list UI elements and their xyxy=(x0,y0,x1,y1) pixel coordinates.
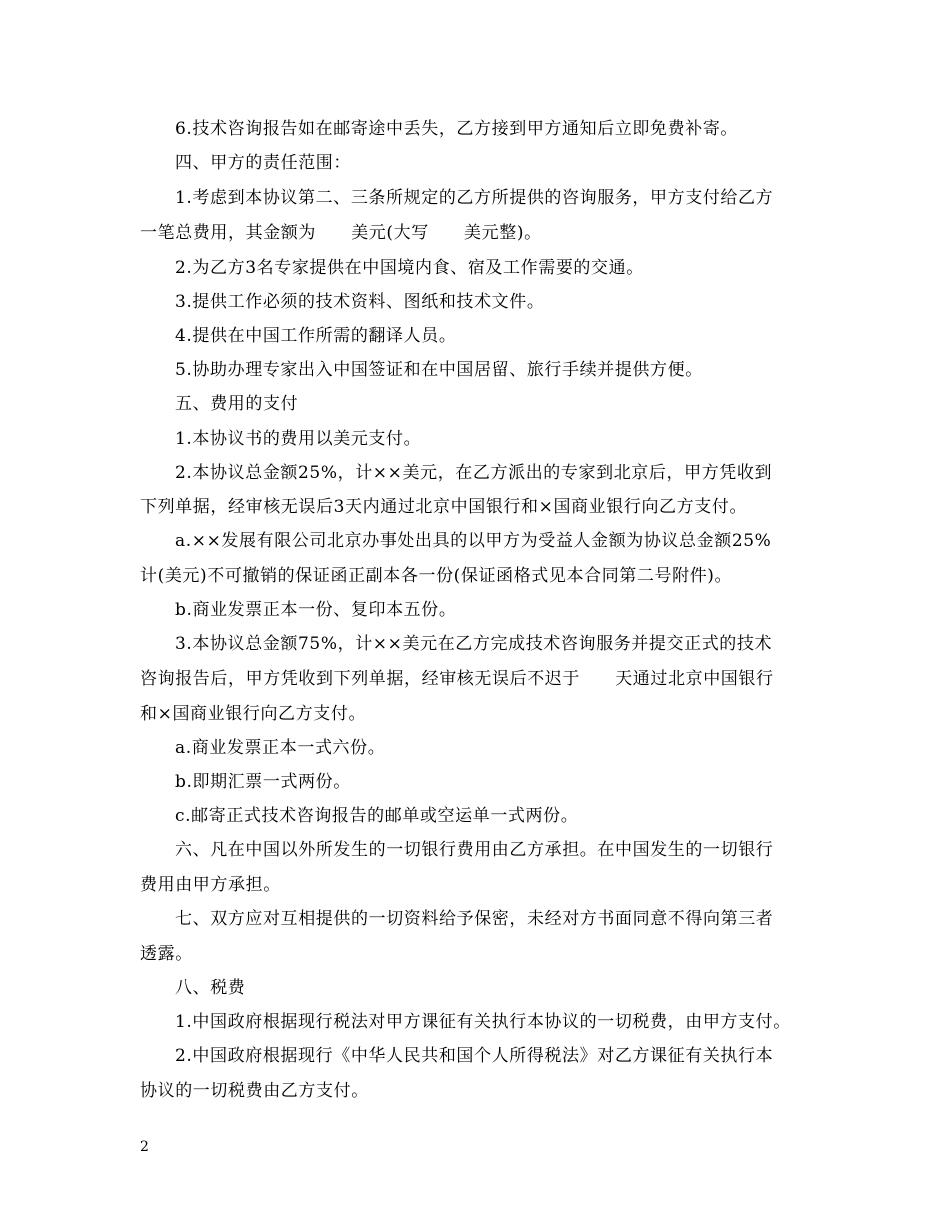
paragraph-line: 6.技术咨询报告如在邮寄途中丢失，乙方接到甲方通知后立即免费补寄。 xyxy=(175,119,739,139)
section-heading: 五、费用的支付 xyxy=(175,394,299,414)
paragraph-line: 2.为乙方3名专家提供在中国境内食、宿及工作需要的交通。 xyxy=(175,258,644,278)
paragraph-line: 透露。 xyxy=(140,944,193,964)
paragraph-line: 和×国商业银行向乙方支付。 xyxy=(140,704,367,724)
paragraph-line: a.商业发票正本一式六份。 xyxy=(175,738,386,758)
paragraph-line: b.即期汇票一式两份。 xyxy=(175,772,351,792)
paragraph-line: 2.中国政府根据现行《中华人民共和国个人所得税法》对乙方课征有关执行本 xyxy=(175,1046,774,1066)
paragraph-line: a.××发展有限公司北京办事处出具的以甲方为受益人金额为协议总金额25% xyxy=(175,531,772,551)
paragraph-line: c.邮寄正式技术咨询报告的邮单或空运单一式两份。 xyxy=(175,806,579,826)
section-heading: 六、凡在中国以外所发生的一切银行费用由乙方承担。在中国发生的一切银行 xyxy=(175,840,774,860)
paragraph-line: 计(美元)不可撤销的保证函正副本各一份(保证函格式见本合同第二号附件)。 xyxy=(140,566,733,586)
page-number: 2 xyxy=(140,1139,149,1155)
paragraph-line: 5.协助办理专家出入中国签证和在中国居留、旅行手续并提供方便。 xyxy=(175,360,703,380)
paragraph-line: 4.提供在中国工作所需的翻译人员。 xyxy=(175,326,457,346)
paragraph-line: 协议的一切税费由乙方支付。 xyxy=(140,1081,369,1101)
paragraph-line: 1.考虑到本协议第二、三条所规定的乙方所提供的咨询服务，甲方支付给乙方 xyxy=(175,188,774,208)
paragraph-line: 3.本协议总金额75%，计××美元在乙方完成技术咨询服务并提交正式的技术 xyxy=(175,634,773,654)
paragraph-line: 下列单据，经审核无误后3天内通过北京中国银行和×国商业银行向乙方支付。 xyxy=(140,497,748,517)
paragraph-line: 费用由甲方承担。 xyxy=(140,875,281,895)
section-heading: 七、双方应对互相提供的一切资料给予保密，未经对方书面同意不得向第三者 xyxy=(175,909,774,929)
paragraph-line: 咨询报告后，甲方凭收到下列单据，经审核无误后不迟于 天通过北京中国银行 xyxy=(140,669,774,689)
section-heading: 八、税费 xyxy=(175,978,246,998)
paragraph-line: 3.提供工作必须的技术资料、图纸和技术文件。 xyxy=(175,292,545,312)
paragraph-line: b.商业发票正本一份、复印本五份。 xyxy=(175,600,457,620)
paragraph-line: 2.本协议总金额25%，计××美元，在乙方派出的专家到北京后，甲方凭收到 xyxy=(175,463,773,483)
paragraph-line: 1.本协议书的费用以美元支付。 xyxy=(175,429,422,449)
section-heading: 四、甲方的责任范围： xyxy=(175,153,351,173)
paragraph-line: 1.中国政府根据现行税法对甲方课征有关执行本协议的一切税费，由甲方支付。 xyxy=(175,1012,791,1032)
paragraph-line: 一笔总费用，其金额为 美元(大写 美元整)。 xyxy=(140,223,542,243)
